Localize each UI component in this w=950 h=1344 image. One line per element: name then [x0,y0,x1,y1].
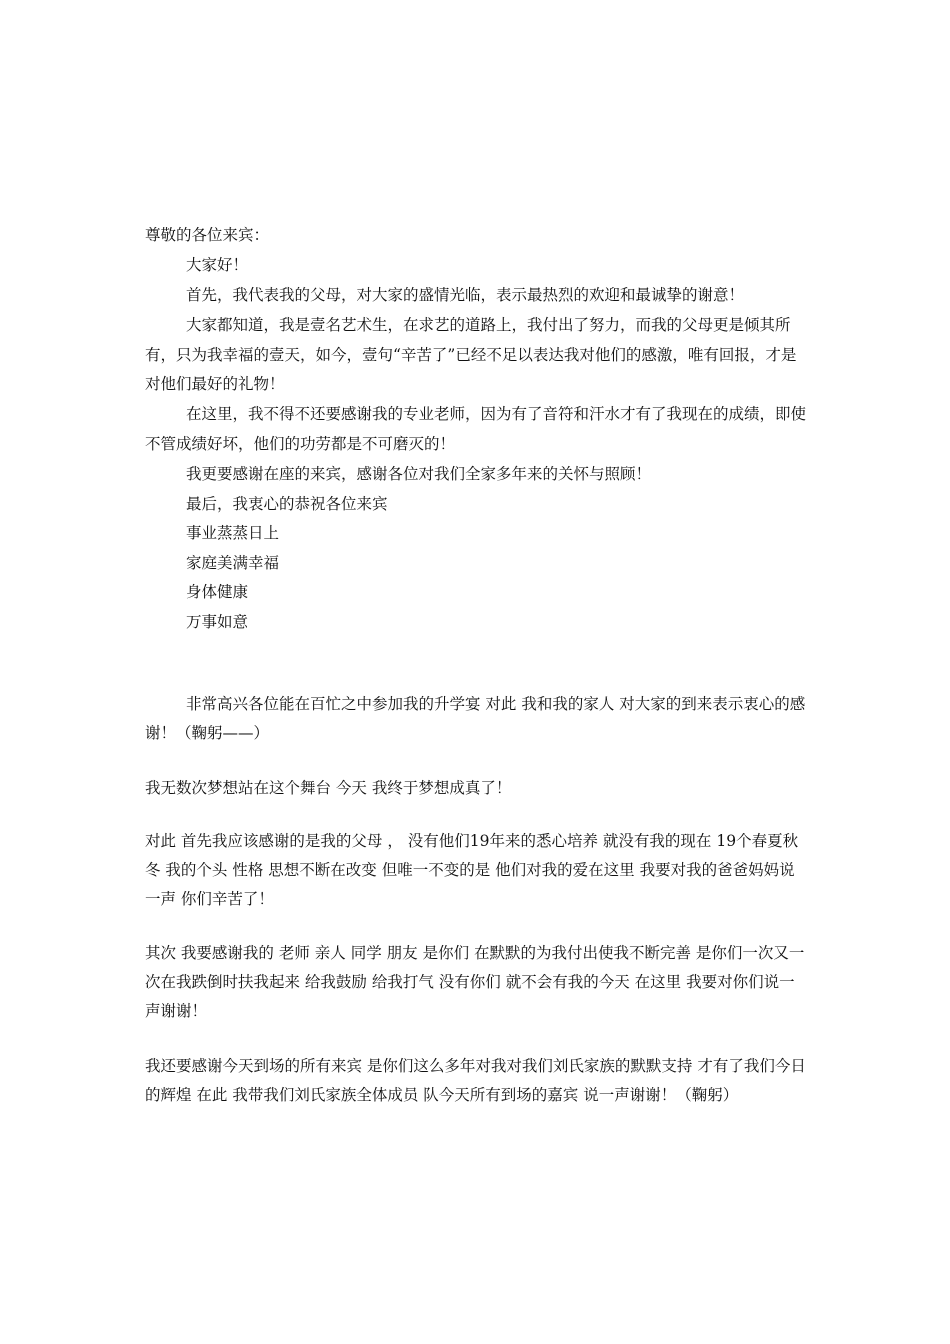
paragraph-thanks-attendance: 非常高兴各位能在百忙之中参加我的升学宴 对此 我和我的家人 对大家的到来表示衷心的感谢！（鞠躬——） [145,695,806,742]
paragraph-thanks-parents: 对此 首先我应该感谢的是我的父母 ， 没有他们19年来的悉心培养 就没有我的现在 19个春夏秋冬 我的个头 性格 思想不断在改变 但唯一不变的是 他们对我的爱在这里 我要对我的爸爸妈妈说一声 你们辛苦了！ [145,832,799,908]
paragraph-thanks-teachers-friends: 其次 我要感谢我的 老师 亲人 同学 朋友 是你们 在默默的为我付出使我不断完善 是你们一次又一次在我跌倒时扶我起来 给我鼓励 给我打气 没有你们 就不会有我的今天 在这里 我要对你们说一声谢谢！ [145,944,805,1020]
paragraph-guests: 我更要感谢在座的来宾，感谢各位对我们全家多年来的关怀与照顾！ [186,465,652,483]
paragraph-thanks-guests: 我还要感谢今天到场的所有来宾 是你们这么多年对我对我们刘氏家族的默默支持 才有了我们今日的辉煌 在此 我带我们刘氏家族全体成员 队今天所有到场的嘉宾 说一声谢谢！（鞠躬） [145,1057,806,1104]
paragraph-teachers: 在这里，我不得不还要感谢我的专业老师，因为有了音符和汗水才有了我现在的成绩，即使不管成绩好坏，他们的功劳都是不可磨灭的！ [145,405,807,453]
wish-career: 事业蒸蒸日上 [186,524,280,542]
salutation: 尊敬的各位来宾： [145,226,270,244]
wish-fortune: 万事如意 [186,613,249,631]
paragraph-welcome: 首先，我代表我的父母，对大家的盛情光临，表示最热烈的欢迎和最诚挚的谢意！ [186,286,745,304]
wish-family: 家庭美满幸福 [186,554,280,572]
paragraph-dream: 我无数次梦想站在这个舞台 今天 我终于梦想成真了！ [145,779,512,797]
paragraph-parents: 大家都知道，我是壹名艺术生，在求艺的道路上，我付出了努力，而我的父母更是倾其所有，只为我幸福的壹天，如今，壹句“辛苦了”已经不足以表达我对他们的感激，唯有回报，才是对他们最好的礼物！ [145,316,797,394]
paragraph-closing: 最后，我衷心的恭祝各位来宾 [186,495,388,513]
wish-health: 身体健康 [186,583,249,601]
greeting: 大家好！ [186,256,249,274]
